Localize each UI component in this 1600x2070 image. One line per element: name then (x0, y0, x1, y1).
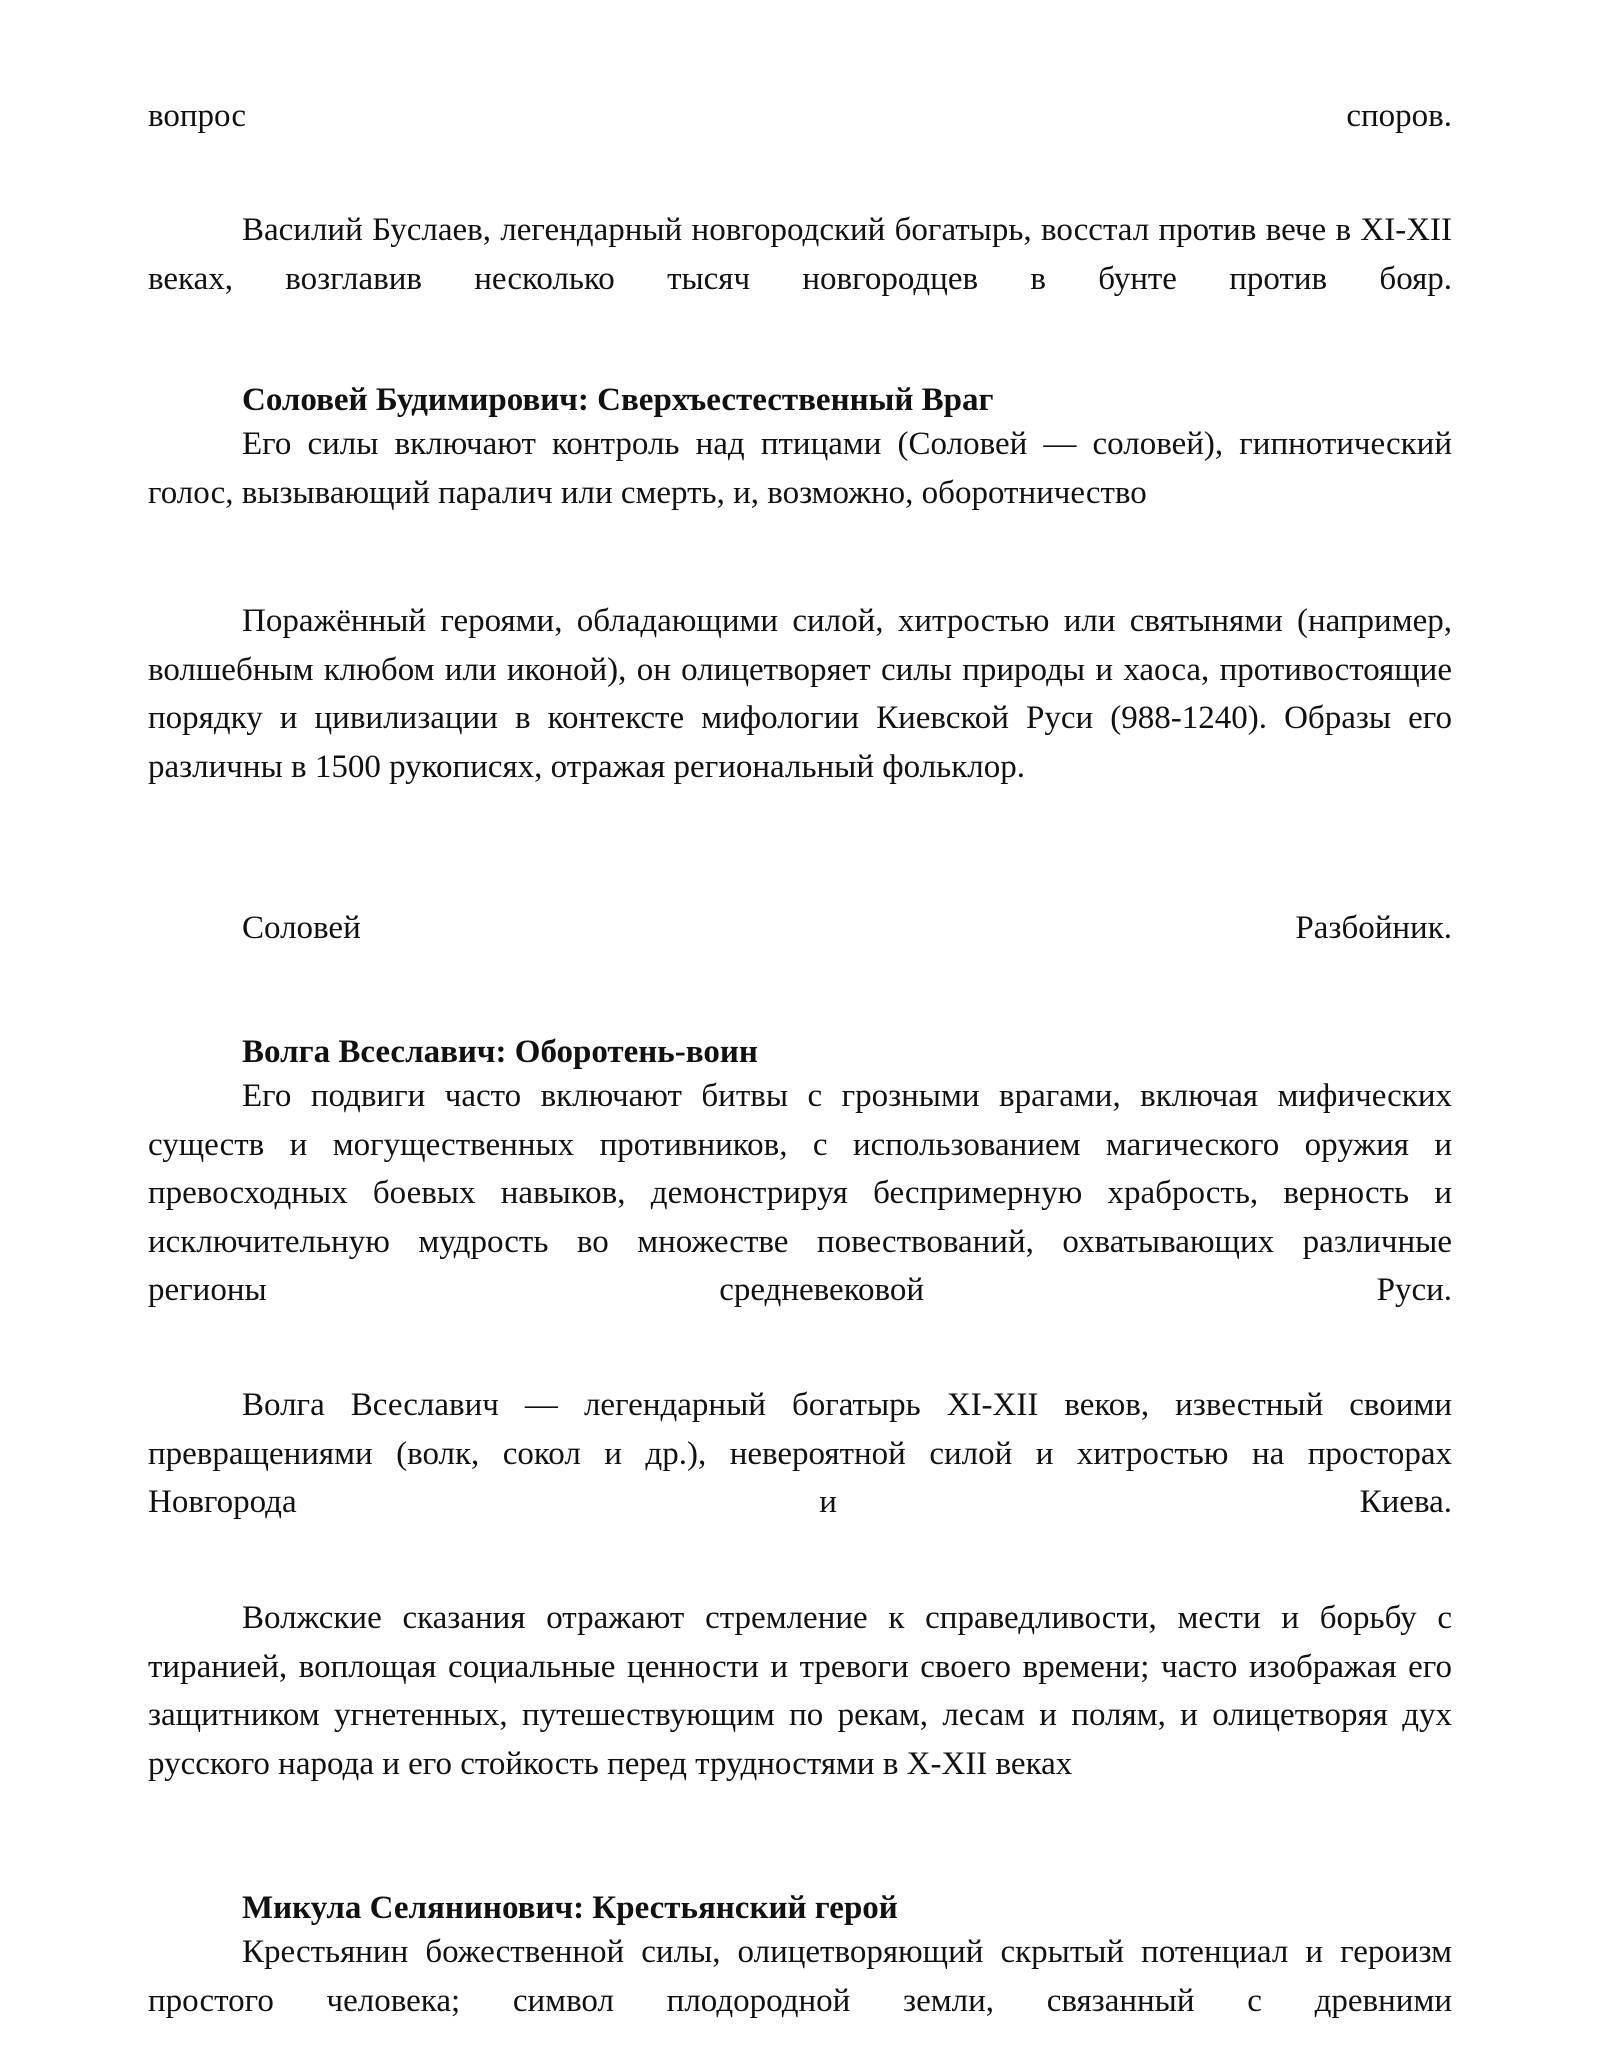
document-page (148, 0, 1452, 2070)
text-left: вопрос (148, 98, 246, 134)
paragraph-volga-deeds: Его подвиги часто включают битвы с грозными врагами, включая мифических существ и могущественных противников, с использованием магического оружия и превосходных боевых навыков, демонстрируя беспримерную храбрость, верность и исключительную мудрость во множестве повествований, охватывающих различные регионы средневековой Руси. (148, 1078, 1452, 1308)
paragraph-volga-legend: Волга Всеславич — легендарный богатырь XI-XII веков, известный своими превращениями (волк, сокол и др.), невероятной силой и хитростью на просторах Новгорода и Киева. (148, 1387, 1452, 1520)
text-left: Соловей (242, 910, 361, 946)
heading-mikula-selyaninovich: Микула Селянинович: Крестьянский герой (242, 1890, 898, 1926)
paragraph-solovei-razboinik (148, 904, 1452, 953)
text-right: споров. (1346, 98, 1452, 134)
paragraph-volga-tales: Волжские сказания отражают стремление к справедливости, мести и борьбу с тиранией, воплощая социальные ценности и тревоги своего времени; часто изображая его защитником угнетенных, путешествующим по рекам, лесам и полям, и олицетворяя дух русского народа и его стойкость перед трудностями в X-XII веках (148, 1600, 1452, 1782)
paragraph-buslaev: Василий Буслаев, легендарный новгородский богатырь, восстал против вече в XI-XII веках, возглавив несколько тысяч новгородцев в бунте против бояр. (148, 212, 1452, 297)
paragraph-mikula: Крестьянин божественной силы, олицетворяющий скрытый потенциал и героизм простого человека; символ плодородной земли, связанный с древними (148, 1934, 1452, 2019)
paragraph-solovei-powers: Его силы включают контроль над птицами (Соловей — соловей), гипнотический голос, вызывающий паралич или смерть, и, возможно, оборотничество (148, 426, 1452, 511)
text-right: Разбойник. (1295, 910, 1452, 946)
heading-volga-vseslavich: Волга Всеславич: Оборотень-воин (242, 1034, 758, 1070)
heading-solovei-budimirovich: Соловей Будимирович: Сверхъестественный Враг (242, 382, 994, 418)
paragraph-question-disputes (148, 92, 1452, 141)
paragraph-solovei-defeat: Поражённый героями, обладающими силой, хитростью или святынями (например, волшебным клюбом или иконой), он олицетворяет силы природы и хаоса, противостоящие порядку и цивилизации в контексте мифологии Киевской Руси (988-1240). Образы его различны в 1500 рукописях, отражая региональный фольклор. (148, 603, 1452, 785)
